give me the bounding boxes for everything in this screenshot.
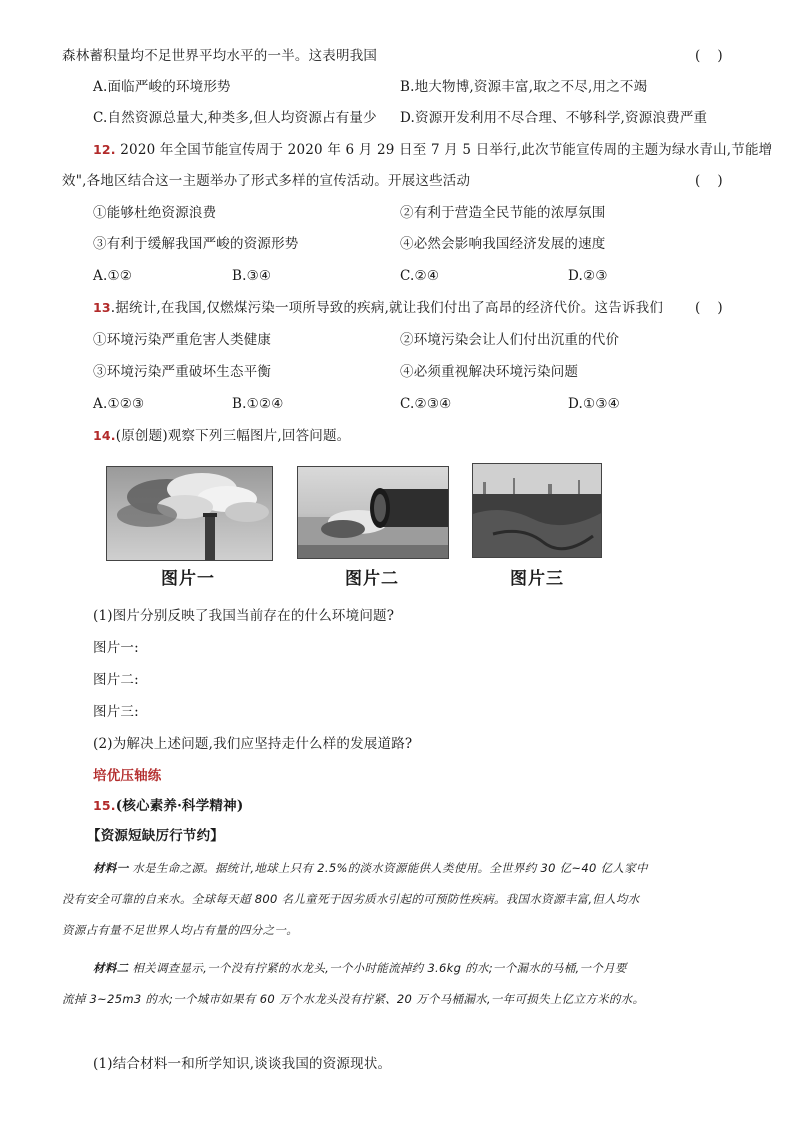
q12-stem-line1: 12. 2020 年全国节能宣传周于 2020 年 6 月 29 日至 7 月 5 日举行,此次节能宣传周的主题为绿水青山,节能增	[93, 142, 773, 158]
q15-topic: 【资源短缺厉行节约】	[87, 828, 224, 844]
q12-item-2: ②有利于营造全民节能的浓厚氛围	[400, 205, 606, 221]
caption-photo-1: 图片一	[161, 569, 215, 589]
q13-stem: 13.据统计,在我国,仅燃煤污染一项所导致的疾病,就让我们付出了高昂的经济代价。这告诉我们	[93, 300, 664, 316]
q15-heading: 15.(核心素养·科学精神)	[93, 798, 244, 814]
q14-sub-question-2: (2)为解决上述问题,我们应坚持走什么样的发展道路?	[93, 736, 413, 752]
q14-answer-photo-3[interactable]: 图片三:	[93, 704, 139, 720]
q13-option-c: C.②③④	[400, 396, 452, 412]
q14-answer-photo-2[interactable]: 图片二:	[93, 672, 139, 688]
barren-land-image	[473, 464, 602, 558]
q13-number: 13	[93, 300, 111, 315]
q12-option-c: C.②④	[400, 268, 440, 284]
q11-option-c: C.自然资源总量大,种类多,但人均资源占有量少	[93, 110, 377, 126]
photo-barren-land	[472, 463, 602, 558]
q13-item-2: ②环境污染会让人们付出沉重的代价	[400, 332, 620, 348]
caption-photo-3: 图片三	[510, 569, 564, 589]
material-1-line1: 材料一 水是生命之源。据统计,地球上只有 2.5%的淡水资源能供人类使用。全世界约 30 亿~40 亿人家中	[93, 861, 648, 875]
material-2-line1: 材料二 相关调查显示,一个没有拧紧的水龙头,一个小时能流掉约 3.6kg 的水;一个漏水的马桶,一个月要	[93, 961, 627, 975]
q15-number: 15.	[93, 798, 116, 813]
q11-option-a: A.面临严峻的环境形势	[93, 79, 231, 95]
q11-answer-paren[interactable]: ( )	[695, 48, 723, 64]
section-heading: 培优压轴练	[93, 768, 162, 784]
q15-sub-question-1: (1)结合材料一和所学知识,谈谈我国的资源现状。	[93, 1056, 392, 1072]
caption-photo-2: 图片二	[345, 569, 399, 589]
q13-option-a: A.①②③	[93, 396, 145, 412]
q12-option-a: A.①②	[93, 268, 133, 284]
q12-option-d: D.②③	[568, 268, 608, 284]
photo-sewage-pipe	[297, 466, 449, 559]
material-2-line2: 流掉 3~25m3 的水;一个城市如果有 60 万个水龙头没有拧紧、20 万个马桶漏水,一年可损失上亿立方米的水。	[62, 992, 645, 1006]
q12-item-3: ③有利于缓解我国严峻的资源形势	[93, 236, 299, 252]
material-1-line3: 资源占有量不足世界人均占有量的四分之一。	[62, 923, 298, 937]
q14-number: 14.	[93, 428, 116, 443]
q12-answer-paren[interactable]: ( )	[695, 173, 723, 189]
q13-answer-paren[interactable]: ( )	[695, 300, 723, 316]
q14-sub-question-1: (1)图片分别反映了我国当前存在的什么环境问题?	[93, 608, 395, 624]
q12-item-1: ①能够杜绝资源浪费	[93, 205, 217, 221]
q11-option-d: D.资源开发利用不尽合理、不够科学,资源浪费严重	[400, 110, 708, 126]
q14-answer-photo-1[interactable]: 图片一:	[93, 640, 139, 656]
q11-stem: 森林蓄积量均不足世界平均水平的一半。这表明我国	[62, 48, 378, 64]
q13-option-b: B.①②④	[232, 396, 284, 412]
q14-stem: 14.(原创题)观察下列三幅图片,回答问题。	[93, 428, 351, 444]
q13-option-d: D.①③④	[568, 396, 620, 412]
q11-option-b: B.地大物博,资源丰富,取之不尽,用之不竭	[400, 79, 648, 95]
sewage-pipe-image	[298, 467, 449, 559]
material-1-label: 材料一	[93, 861, 129, 875]
q12-number: 12.	[93, 142, 116, 157]
q12-option-b: B.③④	[232, 268, 272, 284]
q13-item-1: ①环境污染严重危害人类健康	[93, 332, 272, 348]
material-1-line2: 没有安全可靠的自来水。全球每天超 800 名儿童死于因劣质水引起的可预防性疾病。我国水资源丰富,但人均水	[62, 892, 640, 906]
q12-item-4: ④必然会影响我国经济发展的速度	[400, 236, 606, 252]
photo-smokestack	[106, 466, 273, 561]
material-2-label: 材料二	[93, 961, 129, 975]
smokestack-smoke-image	[107, 467, 273, 561]
q13-item-3: ③环境污染严重破坏生态平衡	[93, 364, 272, 380]
q13-item-4: ④必须重视解决环境污染问题	[400, 364, 579, 380]
q12-stem-line2: 效",各地区结合这一主题举办了形式多样的宣传活动。开展这些活动	[62, 173, 471, 189]
